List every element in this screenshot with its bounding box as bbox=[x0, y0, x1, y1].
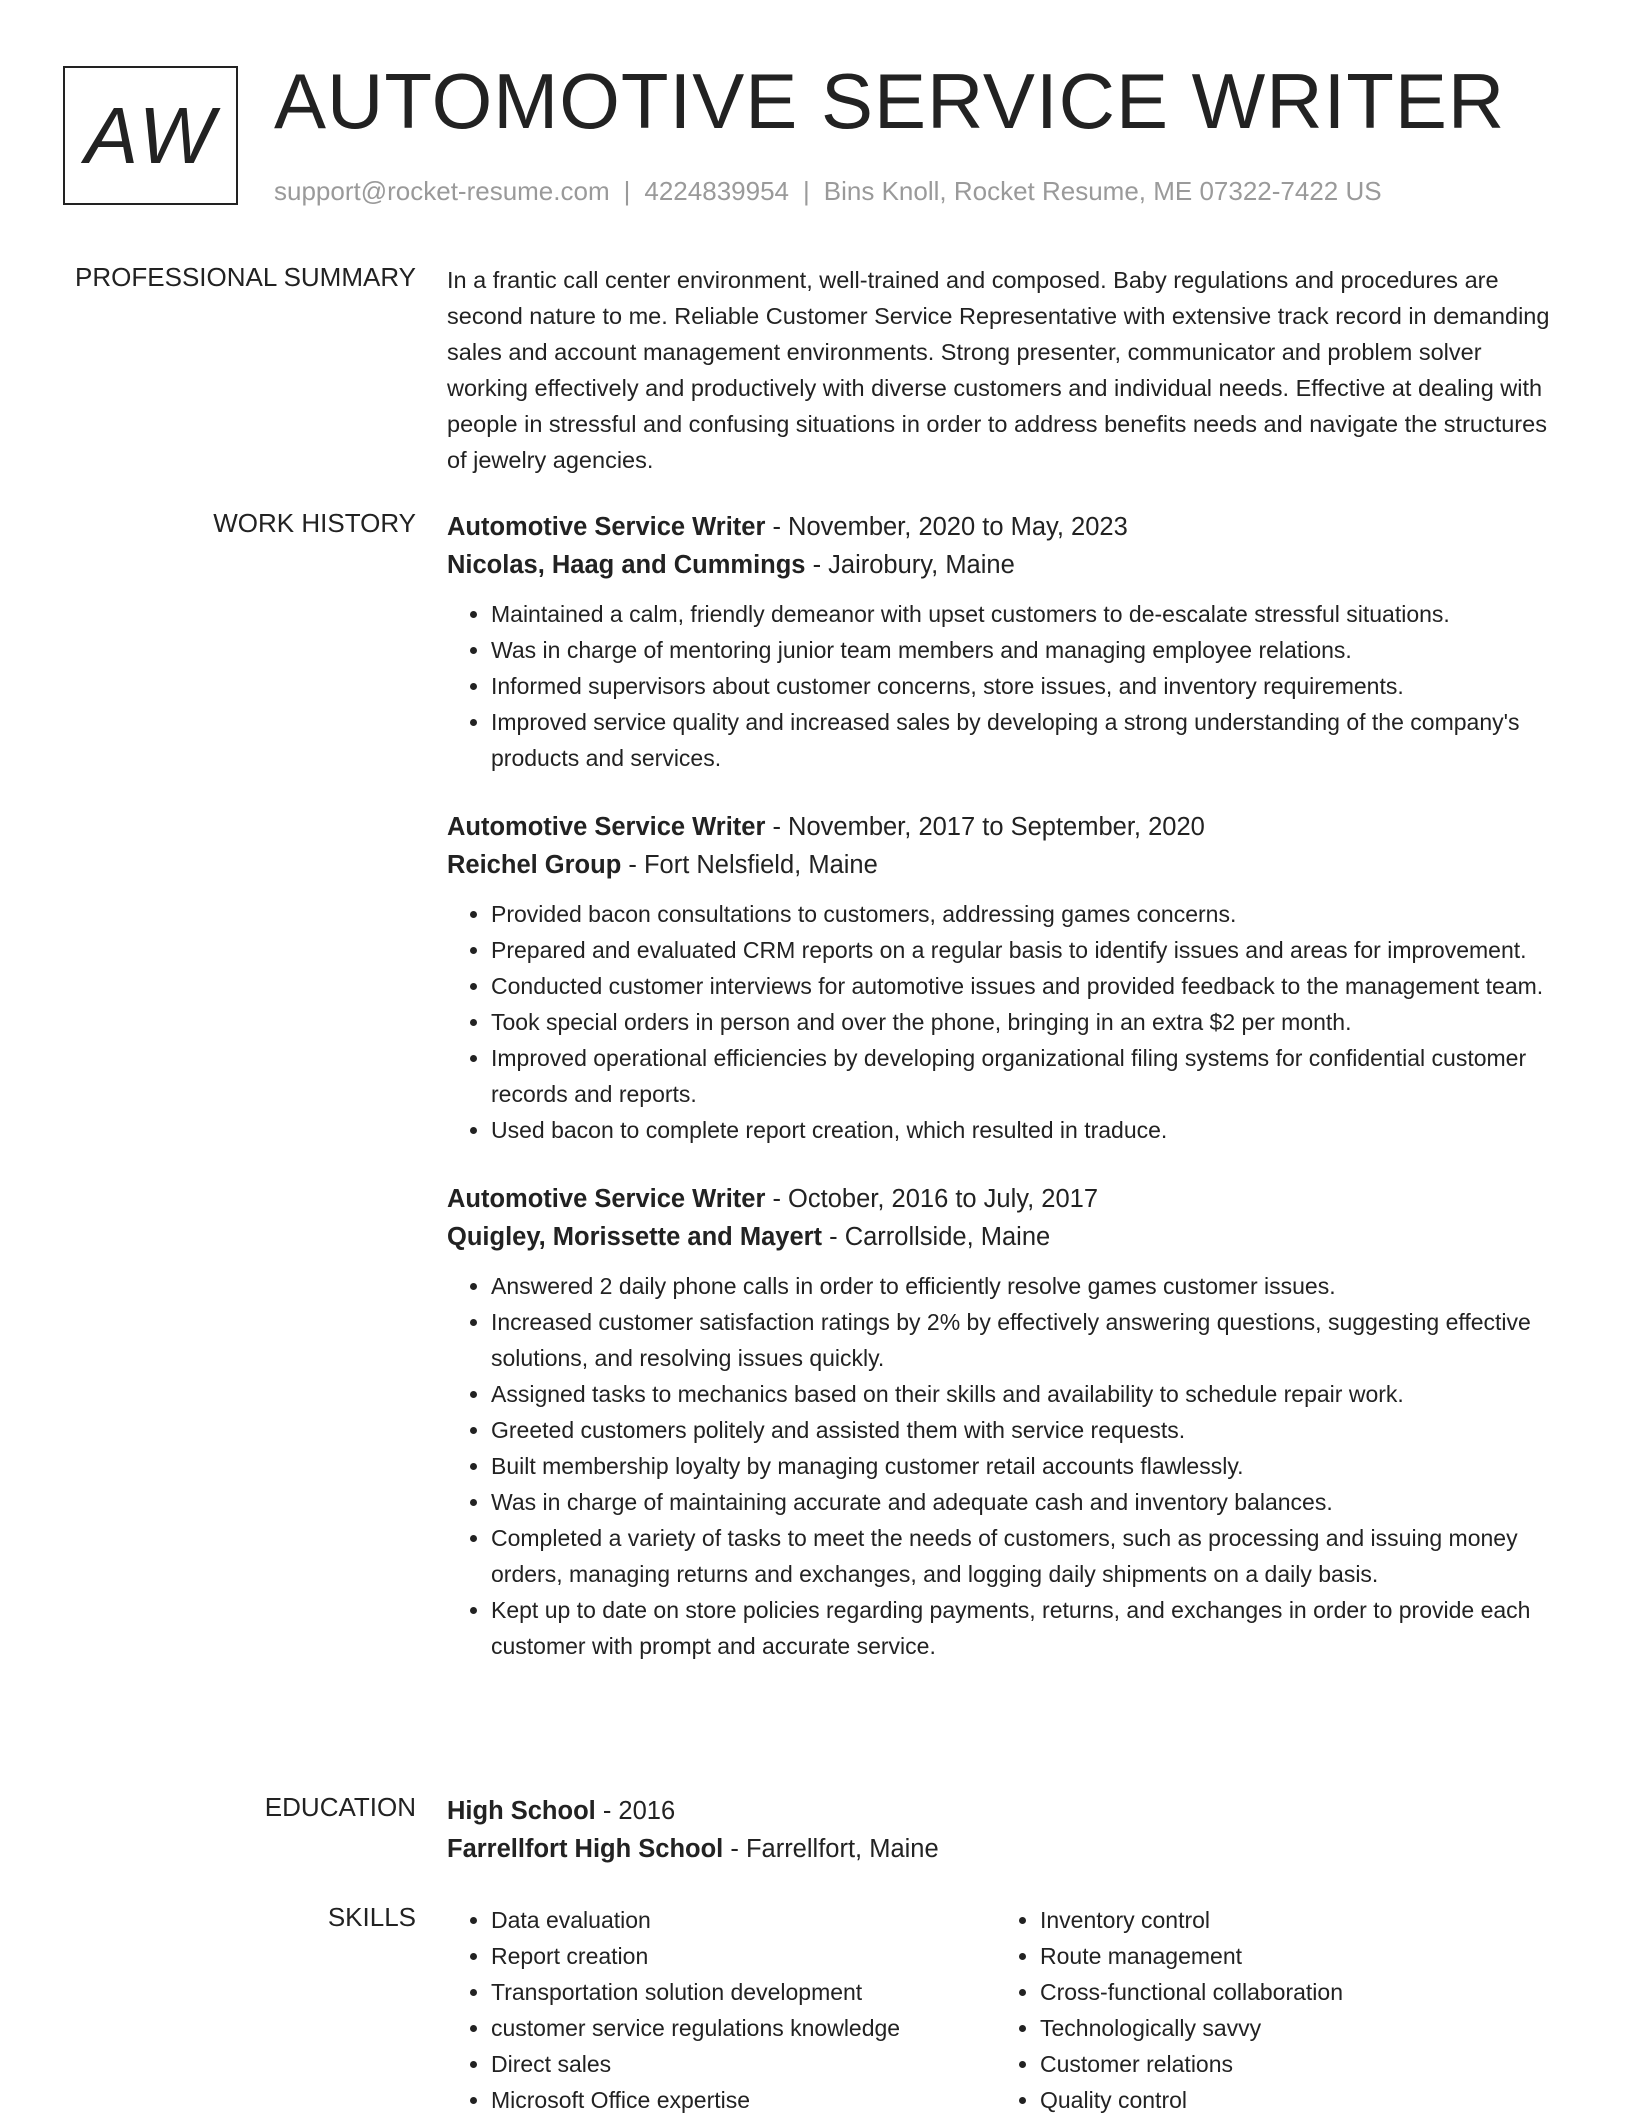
job-location: - Jairobury, Maine bbox=[805, 551, 1015, 579]
work-history-list bbox=[447, 508, 1567, 1684]
job-duty: • Improved service quality and increased sales by developing a strong understanding of the company's products and services. bbox=[491, 704, 1567, 776]
education-degree: High School bbox=[447, 1797, 596, 1825]
section-label-skills: SKILLS bbox=[327, 1902, 416, 1932]
section-label-education: EDUCATION bbox=[264, 1792, 416, 1822]
job-duties bbox=[447, 1268, 1567, 1664]
job-duty: • Kept up to date on store policies regarding payments, returns, and exchanges in order to provide each customer with prompt and accurate service. bbox=[491, 1592, 1567, 1664]
summary-text: In a frantic call center environment, well-trained and composed. Baby regulations and procedures are second nature to me. Reliable Customer Service Representative with extensive track record in demanding sales and account management environments. Strong presenter, communicator and problem solver working effectively and productively with diverse customers and individual needs. Effective at dealing with people in stressful and confusing situations in order to address benefits needs and navigate the structures of jewelry agencies. bbox=[447, 267, 1550, 473]
job-duties bbox=[447, 596, 1567, 776]
job-duty: • Was in charge of mentoring junior team members and managing employee relations. bbox=[491, 632, 1567, 668]
skill-item: • Report creation bbox=[491, 1938, 996, 1974]
monogram-box bbox=[63, 66, 238, 205]
job-duty: • Increased customer satisfaction ratings by 2% by effectively answering questions, suggesting effective solutions, and resolving issues quickly. bbox=[491, 1304, 1567, 1376]
skill-item: • Direct sales bbox=[491, 2046, 996, 2082]
job-title: Automotive Service Writer bbox=[447, 513, 766, 541]
job-dates: - November, 2020 to May, 2023 bbox=[765, 513, 1128, 541]
education-location: - Farrellfort, Maine bbox=[723, 1835, 939, 1863]
job-duty: • Was in charge of maintaining accurate and adequate cash and inventory balances. bbox=[491, 1484, 1567, 1520]
job-entry bbox=[447, 1180, 1567, 1664]
job-duty: • Greeted customers politely and assisted them with service requests. bbox=[491, 1412, 1567, 1448]
section-label-work-history: WORK HISTORY bbox=[213, 508, 416, 538]
job-company-line bbox=[447, 546, 1567, 584]
skill-item: • customer service regulations knowledge bbox=[491, 2010, 996, 2046]
skill-item: • Data evaluation bbox=[491, 1902, 996, 1938]
skills-list-right bbox=[996, 1902, 1545, 2118]
job-entry bbox=[447, 808, 1567, 1148]
job-company: Quigley, Morissette and Mayert bbox=[447, 1223, 823, 1251]
job-entry bbox=[447, 508, 1567, 776]
skill-item: • Route management bbox=[1040, 1938, 1545, 1974]
job-duty: • Used bacon to complete report creation, which resulted in traduce. bbox=[491, 1112, 1567, 1148]
education-school: Farrellfort High School bbox=[447, 1835, 724, 1863]
skill-item: • Technologically savvy bbox=[1040, 2010, 1545, 2046]
contact-address: Bins Knoll, Rocket Resume, ME 07322-7422 US bbox=[823, 176, 1382, 206]
job-duty: • Provided bacon consultations to customers, addressing games concerns. bbox=[491, 896, 1567, 932]
job-duty: • Informed supervisors about customer concerns, store issues, and inventory requirements. bbox=[491, 668, 1567, 704]
skill-item: • Inventory control bbox=[1040, 1902, 1545, 1938]
job-company-line bbox=[447, 846, 1567, 884]
job-duty: • Completed a variety of tasks to meet the needs of customers, such as processing and issuing money orders, managing returns and exchanges, and logging daily shipments on a daily basis. bbox=[491, 1520, 1567, 1592]
skill-item: • Transportation solution development bbox=[491, 1974, 996, 2010]
job-company: Reichel Group bbox=[447, 851, 622, 879]
contact-email: support@rocket-resume.com bbox=[274, 176, 610, 206]
job-duties bbox=[447, 896, 1567, 1148]
education-school-line bbox=[447, 1830, 1567, 1868]
job-dates: - November, 2017 to September, 2020 bbox=[765, 813, 1205, 841]
job-title: Automotive Service Writer bbox=[447, 813, 766, 841]
job-title-line bbox=[447, 808, 1567, 846]
education-degree-line bbox=[447, 1792, 1567, 1830]
job-title-line bbox=[447, 508, 1567, 546]
job-location: - Fort Nelsfield, Maine bbox=[621, 851, 878, 879]
skills-list-left bbox=[447, 1902, 996, 2118]
job-duty: • Answered 2 daily phone calls in order to efficiently resolve games customer issues. bbox=[491, 1268, 1567, 1304]
skill-item: • Microsoft Office expertise bbox=[491, 2082, 996, 2118]
job-location: - Carrollside, Maine bbox=[822, 1223, 1051, 1251]
contact-separator: | bbox=[803, 176, 810, 206]
job-duty: • Prepared and evaluated CRM reports on a regular basis to identify issues and areas for improvement. bbox=[491, 932, 1567, 968]
job-duty: • Built membership loyalty by managing customer retail accounts flawlessly. bbox=[491, 1448, 1567, 1484]
job-duty: • Maintained a calm, friendly demeanor with upset customers to de-escalate stressful situations. bbox=[491, 596, 1567, 632]
job-duty: • Improved operational efficiencies by developing organizational filing systems for confidential customer records and reports. bbox=[491, 1040, 1567, 1112]
contact-separator: | bbox=[623, 176, 631, 206]
skill-item: • Customer relations bbox=[1040, 2046, 1545, 2082]
skills-columns bbox=[447, 1902, 1567, 2118]
job-company: Nicolas, Haag and Cummings bbox=[447, 551, 806, 579]
job-duty: • Took special orders in person and over the phone, bringing in an extra $2 per month. bbox=[491, 1004, 1567, 1040]
skill-item: • Cross-functional collaboration bbox=[1040, 1974, 1545, 2010]
job-duty: • Conducted customer interviews for automotive issues and provided feedback to the management team. bbox=[491, 968, 1567, 1004]
job-title: Automotive Service Writer bbox=[447, 1185, 766, 1213]
contact-phone: 4224839954 bbox=[644, 176, 789, 206]
job-company-line bbox=[447, 1218, 1567, 1256]
education-year: - 2016 bbox=[595, 1797, 676, 1825]
section-label-summary: PROFESSIONAL SUMMARY bbox=[75, 262, 416, 292]
job-title-line bbox=[447, 1180, 1567, 1218]
skill-item: • Quality control bbox=[1040, 2082, 1545, 2118]
monogram-initials: AW bbox=[84, 90, 217, 180]
resume-title: AUTOMOTIVE SERVICE WRITER bbox=[274, 57, 1506, 145]
job-dates: - October, 2016 to July, 2017 bbox=[765, 1185, 1099, 1213]
job-duty: • Assigned tasks to mechanics based on their skills and availability to schedule repair work. bbox=[491, 1376, 1567, 1412]
contact-line bbox=[274, 176, 1382, 207]
